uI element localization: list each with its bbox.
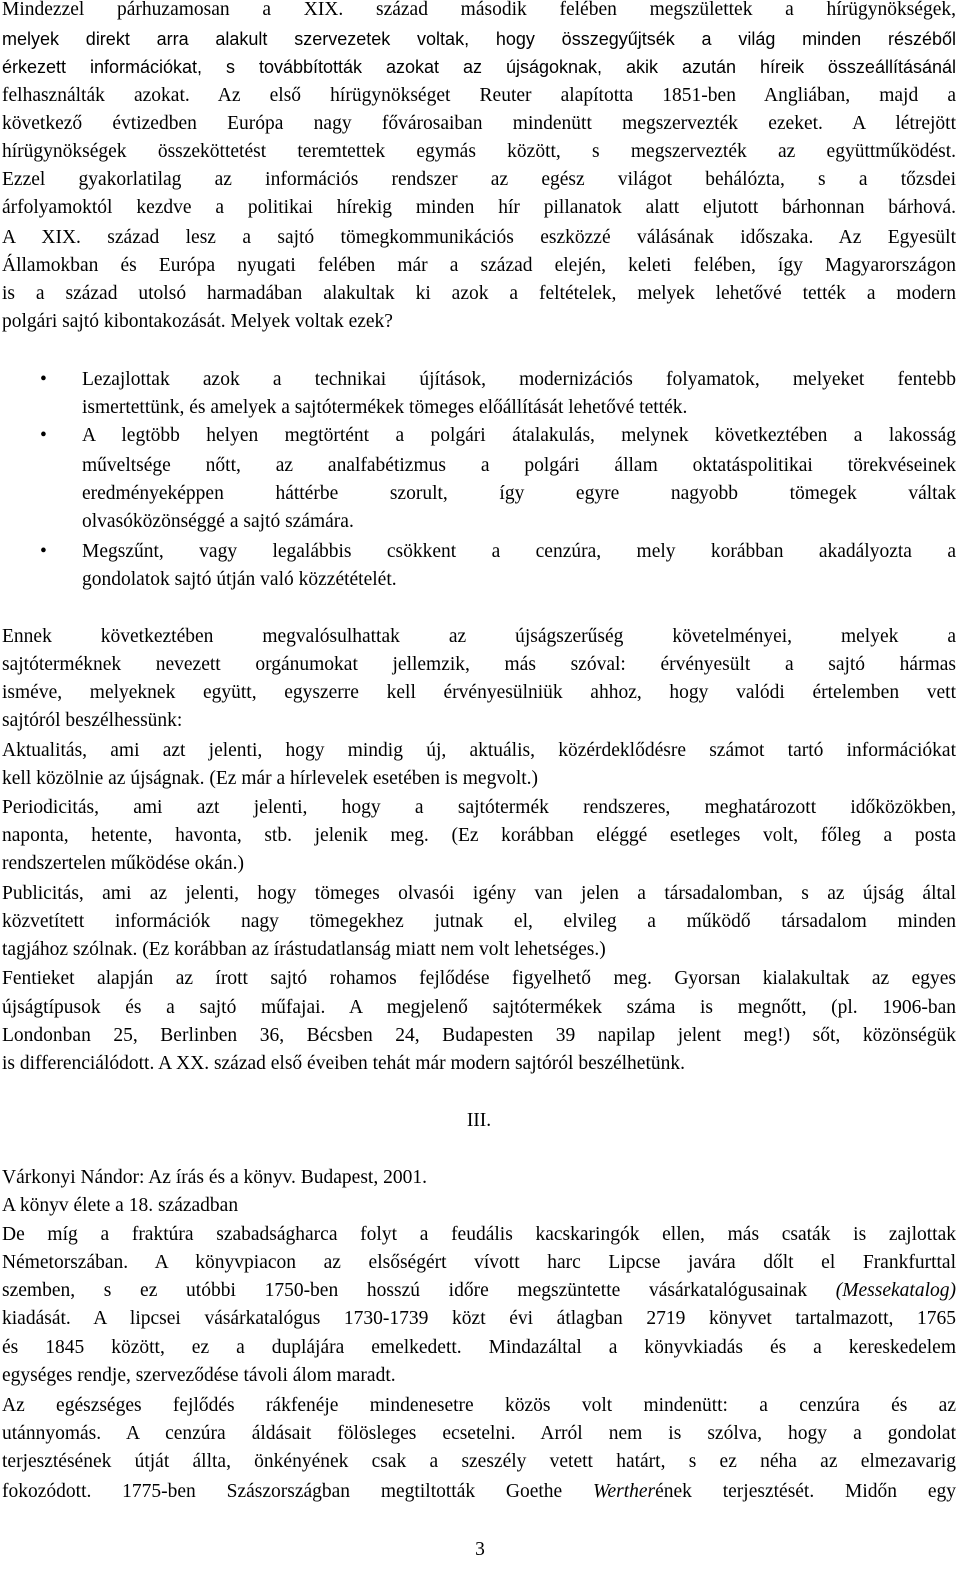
bullet-1-line-1: Lezajlottak azok a technikai újítások, modernizációs folyamatok, melyeket fentebb (82, 369, 956, 390)
p1-line-11: is a század utolsó harmadában alakultak ki azok a feltételek, melyek lehetővé tették a modern (2, 283, 956, 304)
p3-line-10-text-a: fokozódott. 1775-ben Szászországban megtiltották Goethe (2, 1481, 594, 1502)
p2-line-6: kell közölnie az újságnak. (Ez már a hírlevelek esetében is megvolt.) (2, 768, 539, 789)
bullet-2-line-2: műveltsége nőtt, az analfabétizmus a polgári állam oktatáspolitikai törekvéseinek (82, 455, 956, 476)
p2-line-8: naponta, hetente, havonta, stb. jelenik meg. (Ez korábban eléggé esetleges volt, főleg a posta (2, 825, 956, 846)
p3-line-10-italic: Werther (593, 1481, 656, 1502)
p3-line-3 (2, 1277, 956, 1305)
p1-line-12: polgári sajtó kibontakozását. Melyek voltak ezek? (2, 311, 393, 332)
p2-line-13: Fentieket alapján az írott sajtó rohamos fejlődése figyelhető meg. Gyorsan kialakultak az egyes (2, 968, 956, 989)
p1-line-7: Ezzel gyakorlatilag az információs rendszer az egész világot behálózta, s a tőzsdei (2, 169, 956, 190)
section-heading: III. (466, 1110, 492, 1131)
bullet-2-line-1: A legtöbb helyen megtörtént a polgári átalakulás, melynek következtében a lakosság (82, 425, 956, 446)
p1-line-4: felhasználták azokat. Az első hírügynökséget Reuter alapította 1851-ben Angliában, majd a (2, 85, 956, 106)
p2-line-7: Periodicitás, ami azt jelenti, hogy a sajtótermék rendszeres, meghatározott időközökben, (2, 797, 956, 818)
p2-line-1: Ennek következtében megvalósulhattak az újságszerűség követelményei, melyek a (2, 626, 956, 647)
bullet-marker: • (40, 541, 47, 562)
p3-line-10-text-b: ének terjesztését. Midőn egy (655, 1481, 956, 1502)
p1-line-6: hírügynökségek összeköttetést teremtettek egymás között, s megszervezték az együttműködést. (2, 141, 956, 162)
bullet-3-line-1: Megszűnt, vagy legalábbis csökkent a cenzúra, mely korábban akadályozta a (82, 541, 956, 562)
p3-line-4: kiadását. A lipcsei vásárkatalógus 1730-1739 közt évi átlagban 2719 könyvet tartalmazott, 1765 (2, 1308, 956, 1329)
p3-line-7: Az egészséges fejlődés rákfenéje mindenesetre közös volt mindenütt: a cenzúra és az (2, 1395, 956, 1416)
p3-line-3-text: szemben, s ez utóbbi 1750-ben hosszú időre megszüntette vásárkatalógusainak (2, 1280, 836, 1301)
p3-line-2: Németorszában. A könyvpiacon az elsőségért vívott harc Lipcse javára dőlt el Frankfurttal (2, 1252, 956, 1273)
p2-line-12: tagjához szólnak. (Ez korábban az írástudatlanság miatt nem volt lehetséges.) (2, 939, 606, 960)
page-number: 3 (475, 1539, 485, 1560)
p3-line-5: és 1845 között, ez a duplájára emelkedett. Mindazáltal a könyvkiadás és a kereskedelem (2, 1337, 956, 1358)
p3-line-1: De míg a fraktúra szabadságharca folyt a feudális kacskaringók ellen, más csaták is zajlottak (2, 1224, 956, 1245)
p1-line-2: melyek direkt arra alakult szervezetek voltak, hogy összegyűjtsék a világ minden részéből (2, 29, 956, 49)
p3-line-6: egységes rendje, szerveződése távoli álom maradt. (2, 1365, 396, 1386)
bullet-marker: • (40, 425, 47, 446)
p1-line-9: A XIX. század lesz a sajtó tömegkommunikációs eszközzé válásának időszaka. Az Egyesült (2, 227, 956, 248)
p2-line-10: Publicitás, ami az jelenti, hogy tömeges olvasói igény van jelen a társadalomban, s az újság által (2, 883, 956, 904)
p3-line-10 (2, 1478, 956, 1506)
p2-line-3: isméve, melyeknek együtt, egyszerre kell érvényesülniük ahhoz, hogy valódi értelemben vett (2, 682, 956, 703)
p1-line-3: érkezett információkat, s továbbították azokat az újságoknak, akik azután híreik összeállításánál (2, 57, 956, 77)
bullet-2-line-4: olvasóközönséggé a sajtó számára. (82, 511, 354, 532)
p1-line-1: Mindezzel párhuzamosan a XIX. század második felében megszülettek a hírügynökségek, (2, 0, 956, 20)
p2-line-14: újságtípusok és a sajtó műfajai. A megjelenő sajtótermékek száma is megnőtt, (pl. 1906-ban (2, 997, 956, 1018)
bullet-2-line-3: eredményeképpen háttérbe szorult, így egyre nagyobb tömegek váltak (82, 483, 956, 504)
p2-line-16: is differenciálódott. A XX. század első éveiben tehát már modern sajtóról beszélhetünk. (2, 1053, 686, 1074)
p3-line-9: terjesztésének útját állta, önkényének csak a szeszély vetett határt, s ez néha az elmezavarig (2, 1451, 956, 1472)
p3-line-8: utánnyomás. A cenzúra áldásait fölösleges ecsetelni. Arról nem is szólva, hogy a gondolat (2, 1423, 956, 1444)
p2-line-5: Aktualitás, ami azt jelenti, hogy mindig új, aktuális, közérdeklődésre számot tartó információkat (2, 740, 956, 761)
citation-line-2: A könyv élete a 18. században (2, 1195, 239, 1216)
citation-line-1: Várkonyi Nándor: Az írás és a könyv. Budapest, 2001. (2, 1167, 427, 1188)
p2-line-11: közvetített információk nagy tömegekhez jutnak el, elvileg a működő társadalom minden (2, 911, 956, 932)
p2-line-4: sajtóról beszélhessünk: (2, 710, 183, 731)
p2-line-2: sajtóterméknek nevezett orgánumokat jellemzik, más szóval: érvényesült a sajtó hármas (2, 654, 956, 675)
p2-line-9: rendszertelen működése okán.) (2, 853, 245, 874)
p3-line-3-italic: (Messekatalog) (835, 1280, 956, 1301)
bullet-marker: • (40, 369, 47, 390)
bullet-3-line-2: gondolatok sajtó útján való közzétételét. (82, 569, 397, 590)
bullet-1-line-2: ismertettünk, és amelyek a sajtótermékek tömeges előállítását lehetővé tették. (82, 397, 688, 418)
p1-line-10: Államokban és Európa nyugati felében már a század elején, keleti felében, így Magyarországon (2, 255, 956, 276)
p1-line-8: árfolyamoktól kezdve a politikai hírekig minden hír pillanatok alatt eljutott bárhonnan bárhová. (2, 197, 956, 218)
p1-line-5: következő évtizedben Európa nagy fővárosaiban mindenütt megszervezték ezeket. A létrejött (2, 113, 956, 134)
p2-line-15: Londonban 25, Berlinben 36, Bécsben 24, Budapesten 39 napilap jelent meg!) sőt, közönségük (2, 1025, 956, 1046)
